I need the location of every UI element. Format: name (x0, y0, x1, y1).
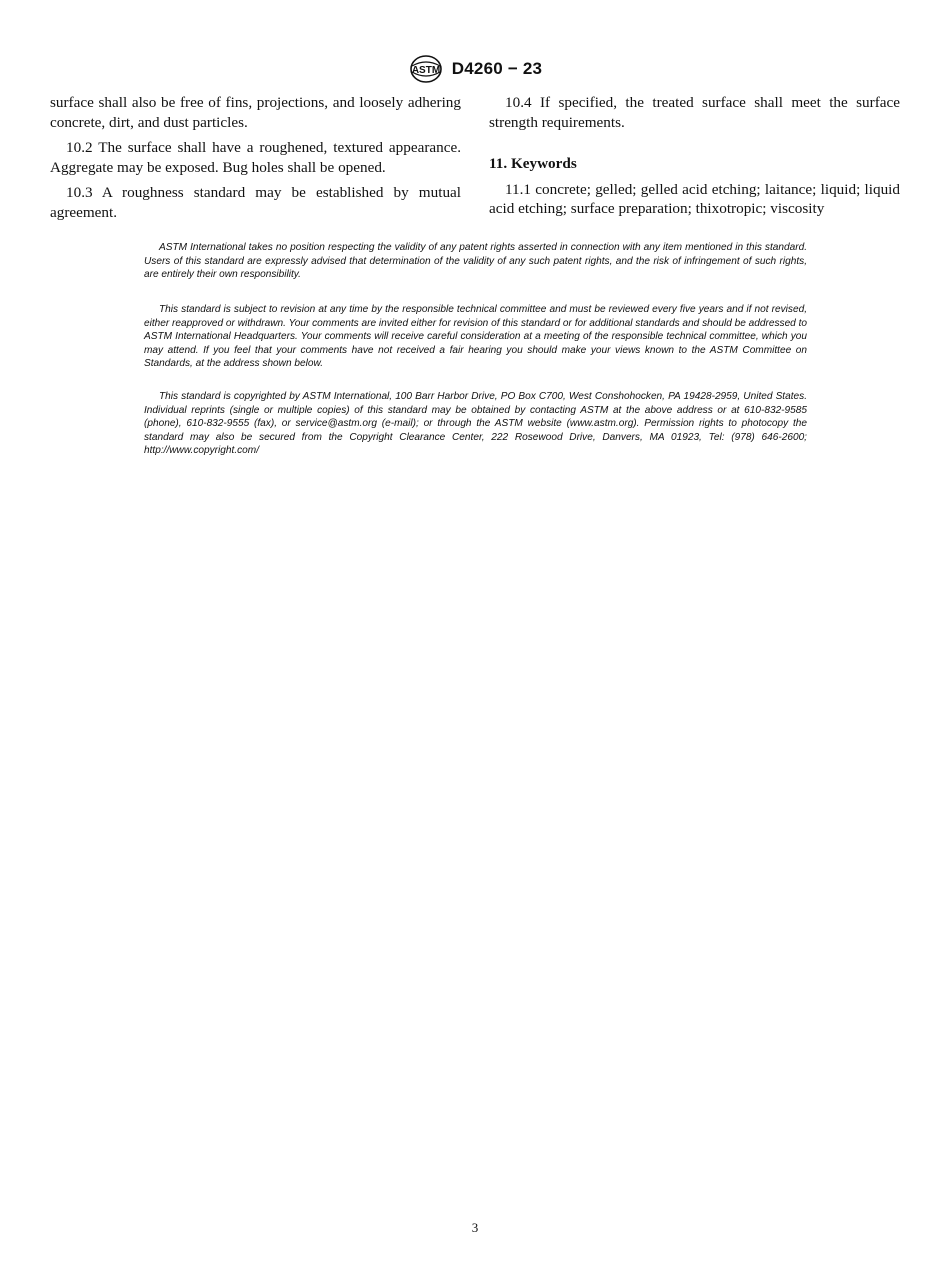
astm-logo-icon (408, 54, 444, 84)
page-header (0, 54, 950, 84)
standard-designation: D4260 − 23 (451, 59, 543, 78)
copyright-notice-text: This standard is copyrighted by ASTM International, 100 Barr Harbor Drive, PO Box C700, West Conshohocken, PA 19428-2959, United States. Individual reprints (single or multiple copies) of this standard may be obtained by contacting ASTM at the above address or at 610-832-9585 (phone), 610-832-9555 (fax), or service@astm.org (e-mail); or through the ASTM website (www.astm.org). Permission rights to photocopy the standard may also be secured from the Copyright Clearance Center, 222 Rosewood Drive, Danvers, MA 01923, Tel: (978) 646-2600; http://www.copyright.com/ (144, 391, 807, 457)
patent-notice-text: ASTM International takes no position respecting the validity of any patent rights asserted in connection with any item mentioned in this standard. Users of this standard are expressly advised that determination of the validity of any such patent rights, and the risk of infringement of such rights, are entirely their own responsibility. (144, 242, 807, 281)
svg-text:ASTM: ASTM (411, 65, 440, 76)
right-column (489, 93, 900, 225)
patent-notice (144, 241, 807, 282)
revision-notice (144, 303, 807, 371)
paragraph-10-1-continued: surface shall also be free of fins, projections, and loosely adhering concrete, dirt, and dust particles. (50, 94, 461, 131)
paragraph-11-1-keywords: 11.1 concrete; gelled; gelled acid etching; laitance; liquid; liquid acid etching; surface preparation; thixotropic; viscosity (489, 180, 900, 217)
paragraph-10-3: 10.3 A roughness standard may be established by mutual agreement. (50, 184, 461, 221)
left-column (50, 93, 461, 228)
paragraph-10-4: 10.4 If specified, the treated surface shall meet the surface strength requirements. (489, 94, 900, 131)
page-number: 3 (471, 1220, 479, 1235)
section-heading-keywords: 11. Keywords (489, 155, 577, 172)
revision-notice-text: This standard is subject to revision at any time by the responsible technical committee and must be reviewed every five years and if not revised, either reapproved or withdrawn. Your comments are invited either for revision of this standard or for additional standards and should be addressed to ASTM International Headquarters. Your comments will receive careful consideration at a meeting of the responsible technical committee, which you may attend. If you feel that your comments have not received a fair hearing you should make your views known to the ASTM Committee on Standards, at the address shown below. (144, 304, 808, 370)
paragraph-10-2: 10.2 The surface shall have a roughened, textured appearance. Aggregate may be exposed. Bug holes shall be opened. (50, 139, 461, 176)
copyright-notice (144, 390, 807, 458)
